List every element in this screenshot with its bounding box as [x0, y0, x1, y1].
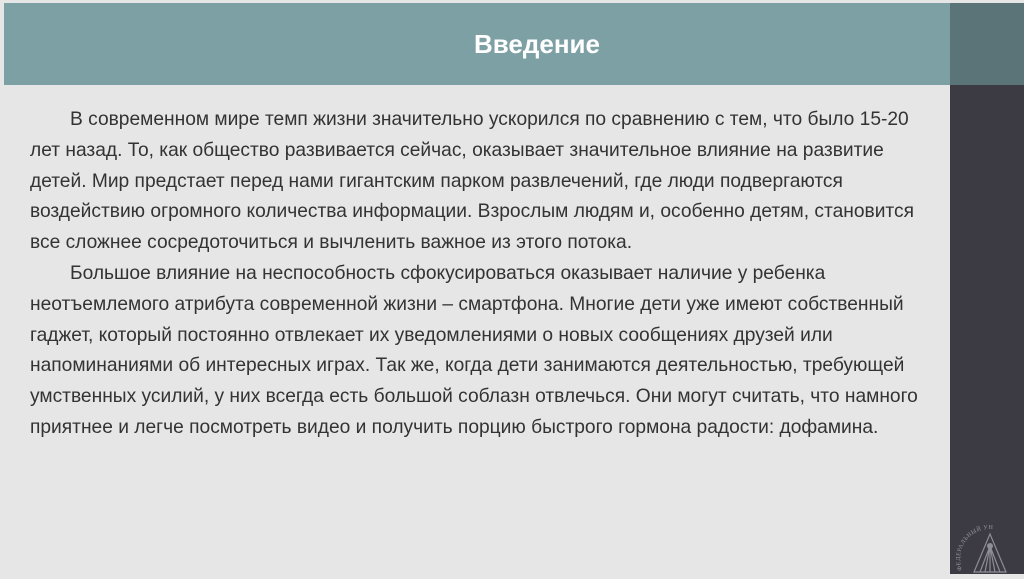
paragraph-2: Большое влияние на неспособность сфокусироваться оказывает наличие у ребенка неотъемлемого атрибута современной жизни – смартфона. Многие дети уже имеют собственный гаджет, который постоянно отвлекает их уведомлениями о новых сообщениях друзей или напоминаниями об интересных играх. Так же, когда дети занимаются деятельностью, требующей умственных усилий, у них всегда есть большой соблазн отвлечься. Они могут считать, что намного приятнее и легче посмотреть видео и получить порцию быстрого гормона радости: дофамина. [30, 262, 918, 438]
right-strip-top [950, 3, 1024, 85]
title-bar [4, 3, 950, 85]
slide-title: Введение [474, 28, 600, 59]
paragraph-1: В современном мире темп жизни значительно ускорился по сравнению с тем, что было 15-20 лет назад. То, как общество развивается сейчас, оказывает значительное влияние на развитие детей. Мир предстает перед нами гигантским парком развлечений, где люди подвергаются воздействию огромного количества информации. Взрослым людям и, особенно детям, становится все сложнее сосредоточиться и вычленить важное из этого потока. [30, 109, 914, 254]
body-text [30, 105, 942, 444]
logo-text: ФЕДЕРАЛЬНЫЙ УН [955, 524, 994, 572]
university-emblem-icon [952, 500, 1024, 574]
